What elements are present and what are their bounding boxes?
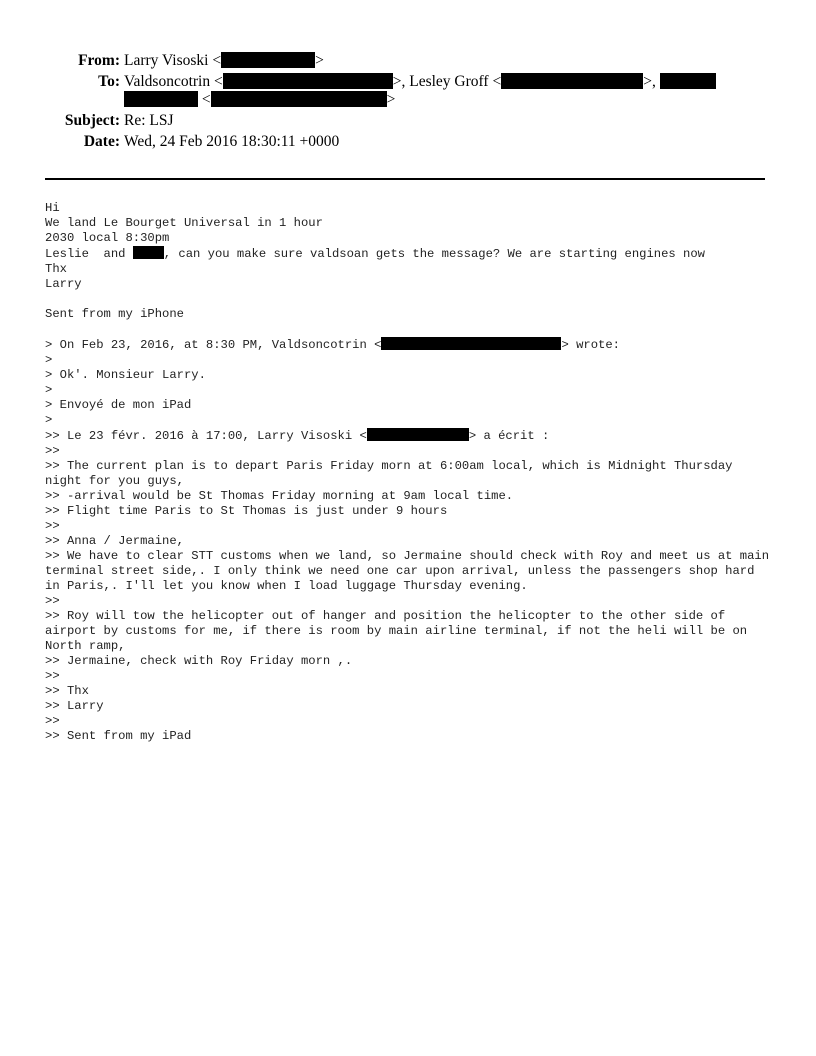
body-line: Hi [45,201,60,215]
body-line: >> We have to clear STT customs when we land, so Jermaine should check with Roy and meet us at main terminal street side,. I only think we need one car upon arrival, unless the passengers shop hard in Paris,. I'll let you know when I load luggage Thursday evening. [45,549,777,593]
email-body [45,201,775,744]
body-line: >> Jermaine, check with Roy Friday morn ,. [45,654,353,668]
to-value-line-2: < > [124,90,395,110]
body-line: > Envoyé de mon iPad [45,398,192,412]
body-line: >> Anna / Jermaine, [45,534,184,548]
body-line: > [45,383,53,397]
to-value-line-1: Valdsoncotrin < >, Lesley Groff < >, [124,72,716,92]
body-line: >> [45,519,60,533]
body-line: > [45,353,53,367]
to-name-1: Valdsoncotrin [124,73,211,90]
body-line [45,246,775,262]
body-line: 2030 local 8:30pm [45,231,170,245]
body-line: > Ok'. Monsieur Larry. [45,368,206,382]
body-line: Thx [45,262,67,276]
date-row [0,132,816,153]
body-text: Leslie and [45,247,133,261]
body-line: Larry [45,277,82,291]
body-line: >> [45,669,60,683]
body-line: >> Roy will tow the helicopter out of hanger and position the helicopter to the other side of airport by customs for me, if there is room by main airline terminal, if not the heli will be on North ramp, [45,609,755,653]
subject-label: Subject: [64,112,120,129]
redaction-box [367,428,469,441]
redaction-box [221,52,315,68]
body-line [45,292,775,307]
body-line: > [45,413,53,427]
body-line: >> Sent from my iPad [45,729,192,743]
redaction-box [501,73,643,89]
body-line: We land Le Bourget Universal in 1 hour [45,216,323,230]
body-line: >> [45,594,60,608]
body-line: >> -arrival would be St Thomas Friday morning at 9am local time. [45,489,514,503]
to-row [0,72,816,111]
subject-value: Re: LSJ [124,112,174,129]
to-name-2: Lesley Groff [409,73,489,90]
subject-row [0,111,816,132]
to-label: To: [98,73,120,90]
redaction-box [223,73,393,89]
body-text: >> Le 23 févr. 2016 à 17:00, Larry Visoski < [45,429,367,443]
body-line [45,428,775,444]
body-text: > a écrit : [468,429,550,443]
body-line: >> [45,714,60,728]
redaction-box [124,91,198,107]
body-text: > wrote: [561,338,620,352]
body-line: >> Thx [45,684,89,698]
redaction-box [660,73,716,89]
from-label: From: [78,52,120,69]
redaction-box [133,246,164,259]
body-line [45,322,775,337]
body-text: , can you make sure valdsoan gets the message? We are starting engines now [163,247,705,261]
date-value: Wed, 24 Feb 2016 18:30:11 +0000 [124,133,340,150]
body-line: Sent from my iPhone [45,307,184,321]
body-line: >> The current plan is to depart Paris Friday morn at 6:00am local, which is Midnight Thursday night for you guys, [45,459,740,488]
from-name: Larry Visoski [124,52,209,69]
header-divider [45,178,765,180]
from-row [0,51,816,72]
from-value: Larry Visoski < > [124,52,324,69]
redaction-box [211,91,387,107]
redaction-box [381,337,561,350]
body-line: >> Flight time Paris to St Thomas is just under 9 hours [45,504,448,518]
body-line [45,337,775,353]
body-line: >> [45,444,60,458]
body-line: >> Larry [45,699,104,713]
date-label: Date: [83,133,120,150]
body-text: > On Feb 23, 2016, at 8:30 PM, Valdsoncotrin < [45,338,382,352]
email-header [0,51,816,153]
